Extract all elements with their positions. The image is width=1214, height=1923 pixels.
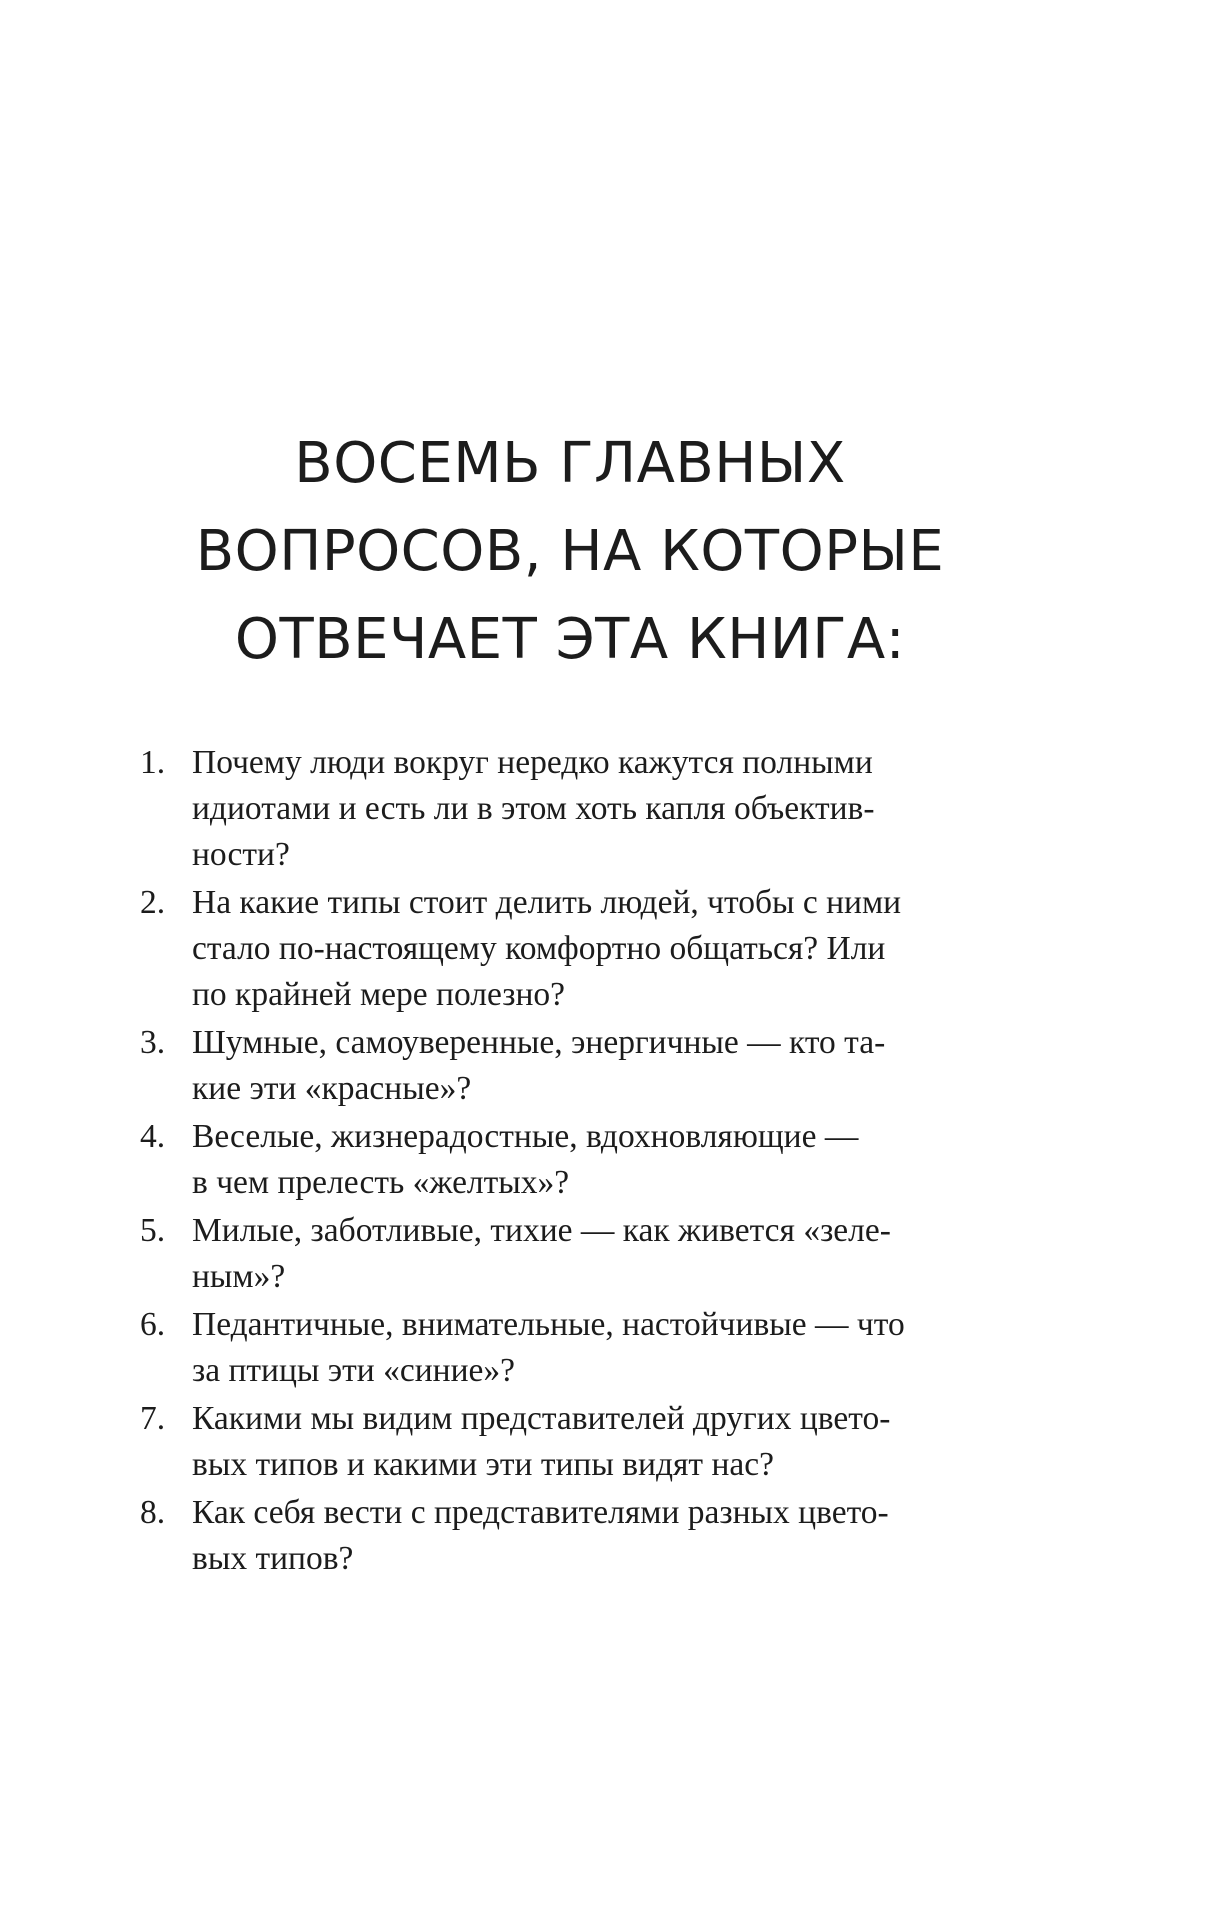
question-text-line: ности? [192,836,290,873]
question-item [140,1302,1020,1394]
question-item [140,1114,1020,1206]
question-text-line: стало по-настоящему комфортно общаться? Или [192,930,886,967]
question-item [140,1208,1020,1300]
question-text-line: по крайней мере полезно? [192,976,566,1013]
question-text-line: кие эти «красные»? [192,1070,472,1107]
question-text-line: Почему люди вокруг нередко кажутся полными [192,744,873,781]
question-text-line: Как себя вести с представителями разных цвето- [192,1494,889,1531]
question-number: 8. [140,1494,166,1531]
question-text-line: Веселые, жизнерадостные, вдохновляющие — [192,1118,859,1155]
heading-line: ВОСЕМЬ ГЛАВНЫХ [294,431,846,496]
question-number: 3. [140,1024,166,1061]
question-text-line: Какими мы видим представителей других цвето- [192,1400,891,1437]
question-item [140,1396,1020,1488]
question-item [140,1490,1020,1582]
question-text-line: Милые, заботливые, тихие — как живется «зеле- [192,1212,891,1249]
question-number: 4. [140,1118,166,1155]
heading-line: ОТВЕЧАЕТ ЭТА КНИГА: [234,607,906,672]
question-item [140,880,1020,1018]
question-number: 6. [140,1306,166,1343]
heading-line: ВОПРОСОВ, НА КОТОРЫЕ [195,519,945,584]
question-text-line: вых типов? [192,1540,354,1577]
questions-list [140,740,1020,1584]
question-number: 1. [140,744,166,781]
question-item [140,740,1020,878]
question-text-line: в чем прелесть «желтых»? [192,1164,570,1201]
question-number: 2. [140,884,166,921]
page-heading [0,420,1140,684]
question-text-line: На какие типы стоит делить людей, чтобы с ними [192,884,902,921]
question-text-line: вых типов и какими эти типы видят нас? [192,1446,774,1483]
question-text-line: Шумные, самоуверенные, энергичные — кто та- [192,1024,886,1061]
question-number: 5. [140,1212,166,1249]
question-text-line: идиотами и есть ли в этом хоть капля объектив- [192,790,875,827]
question-number: 7. [140,1400,166,1437]
question-text-line: за птицы эти «синие»? [192,1352,515,1389]
question-item [140,1020,1020,1112]
question-text-line: Педантичные, внимательные, настойчивые — что [192,1306,905,1343]
question-text-line: ным»? [192,1258,286,1295]
